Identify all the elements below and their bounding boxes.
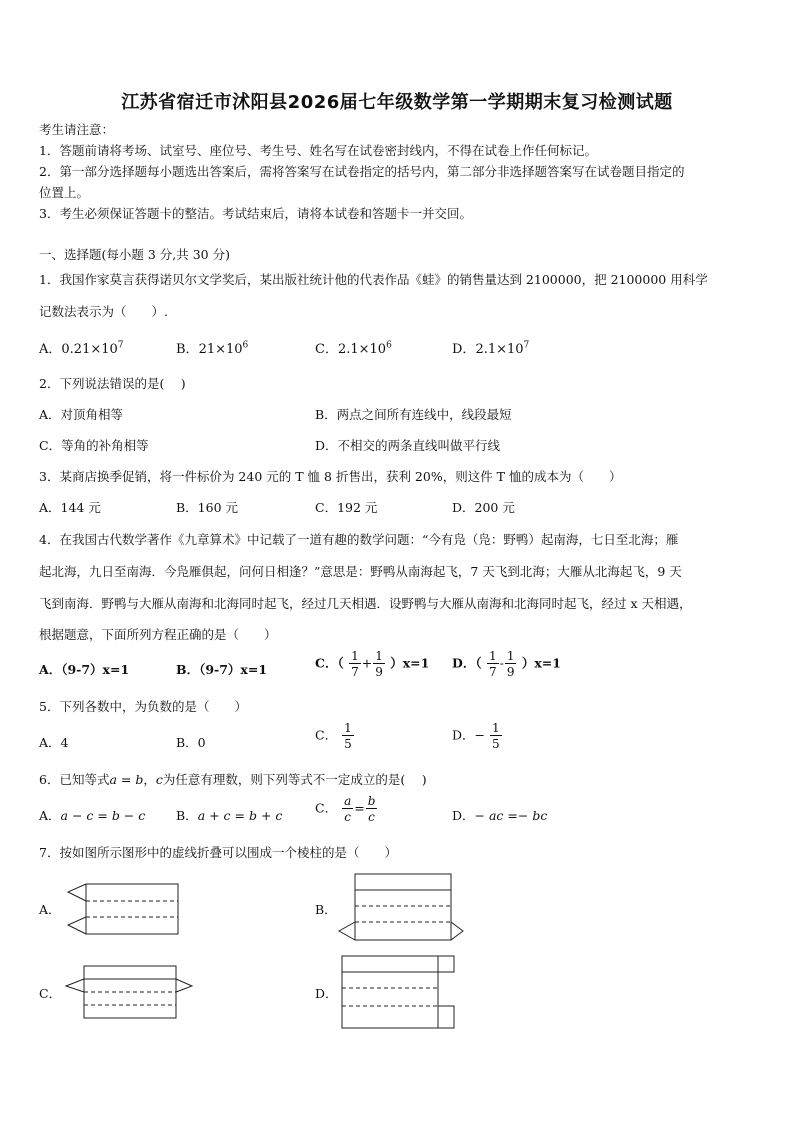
notice-item-1: 1．答题前请将考场、试室号、座位号、考生号、姓名写在试卷密封线内，不得在试卷上作任何标记。 [39,143,597,158]
q7-option-d-label: D． [315,986,338,1001]
q6-text: 6．已知等式a = b，c为任意有理数，则下列等式不一定成立的是( ) [39,772,427,787]
q7-option-a-label: A． [39,902,61,917]
q5-option-a: A．4 [39,735,69,750]
q2-option-a: A．对顶角相等 [39,407,124,422]
q6-option-d: D．− ac =− bc [452,808,548,823]
q5-option-c: C． $\frac{1}{5}$ [315,721,352,751]
q5-option-b: B．0 [176,735,206,750]
q1-option-c: C．$2.1\times 10^6$ [315,340,392,357]
section-heading: 一、选择题(每小题 3 分,共 30 分) [39,247,230,262]
q7-option-b-label: B． [315,902,337,917]
q1-option-b: B．$21\times 10^6$ [176,340,249,357]
q3-option-a: A．144 元 [39,500,101,515]
q5-text: 5．下列各数中，为负数的是（ ） [39,699,247,714]
q3-option-b: B．160 元 [176,500,239,515]
page-title: 江苏省宿迁市沭阳县2026届七年级数学第一学期期末复习检测试题 [121,92,673,113]
q7-text: 7．按如图所示图形中的虚线折叠可以围成一个棱柱的是（ ） [39,845,397,860]
q4-line-3: 飞到南海．野鸭与大雁从南海和北海同时起飞，经过几天相遇．设野鸭与大雁从南海和北海同时起飞，经过 x 天相遇， [39,596,692,611]
q7-option-c-label: C． [39,986,62,1001]
q4-line-2: 起北海，九日至南海．今凫雁俱起，问何日相逢？”意思是：野鸭从南海起飞，7 天飞到北海；大雁从北海起飞，9 天 [39,564,682,579]
q1-option-a: A．$0.21\times 10^7$ [39,340,124,357]
q6-option-c: C． $\frac{a}{c}$ = $\frac{b}{c}$ [315,794,376,824]
q4-option-d: D．（ $\frac{1}{7}$ - $\frac{1}{9}$ ）x=1 [452,649,561,679]
q1-text-cont: 记数法表示为（ ）. [39,304,168,319]
q2-option-c: C．等角的补角相等 [39,438,149,453]
notice-item-2: 2．第一部分选择题每小题选出答案后，需将答案写在试卷指定的括号内，第二部分非选择题答案写在试卷题目指定的 [39,164,685,179]
q2-option-d: D．不相交的两条直线叫做平行线 [315,438,501,453]
notice-item-2-cont: 位置上。 [39,185,90,200]
q4-line-1: 4．在我国古代数学著作《九章算术》中记载了一道有趣的数学问题：“今有凫（凫：野鸭）起南海，七日至北海；雁 [39,532,679,547]
q2-text: 2．下列说法错误的是( ) [39,376,186,391]
q3-option-c: C．192 元 [315,500,378,515]
q6-option-b: B．a + c = b + c [176,808,283,823]
q4-option-c: C．（ $\frac{1}{7}$ + $\frac{1}{9}$ ）x=1 [315,649,430,679]
q6-option-a: A．a − c = b − c [39,808,146,823]
q3-option-d: D．200 元 [452,500,515,515]
notice-heading: 考生请注意： [39,122,115,137]
q7-figure-d [338,952,462,1032]
q7-figure-c [62,962,194,1022]
q5-option-d: D．− $\frac{1}{5}$ [452,721,500,751]
q4-option-a: A．（9-7）x=1 [39,662,130,677]
q7-figure-a [62,880,182,940]
q3-text: 3．某商店换季促销，将一件标价为 240 元的 T 恤 8 折售出，获利 20%，则这件 T 恤的成本为（ ） [39,469,622,484]
q4-line-4: 根据题意，下面所列方程正确的是（ ） [39,627,277,642]
q2-option-b: B．两点之间所有连线中，线段最短 [315,407,512,422]
q7-figure-b [335,870,465,945]
q1-option-d: D．$2.1\times 10^7$ [452,340,530,357]
q4-option-b: B．（9-7）x=1 [176,662,268,677]
q1-text: 1．我国作家莫言获得诺贝尔文学奖后，某出版社统计他的代表作品《蛙》的销售量达到 2100000，把 2100000 用科学 [39,272,708,287]
notice-item-3: 3．考生必须保证答题卡的整洁。考试结束后，请将本试卷和答题卡一并交回。 [39,206,472,221]
